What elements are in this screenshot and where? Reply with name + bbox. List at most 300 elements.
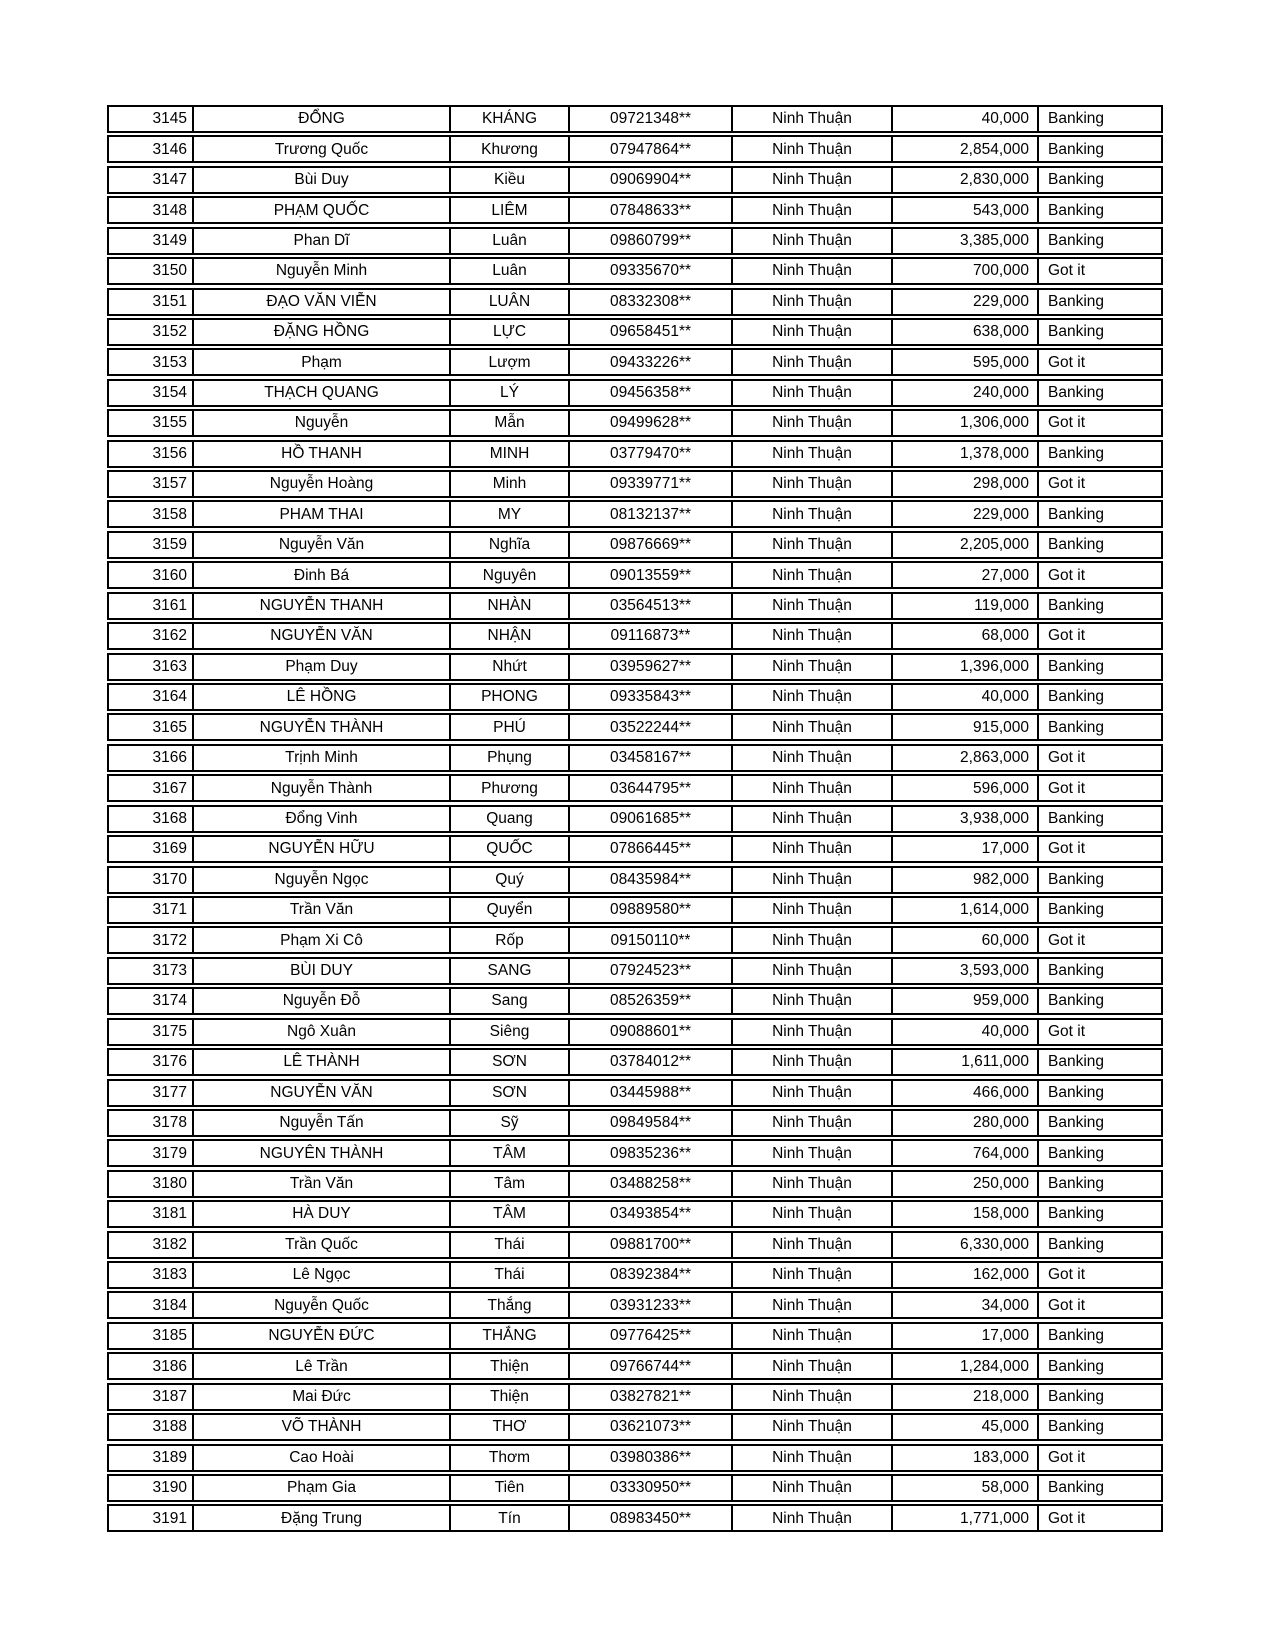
cell-last-name: Nghĩa	[451, 533, 570, 557]
cell-status: Banking	[1048, 962, 1105, 980]
cell-province: Ninh Thuận	[733, 1111, 893, 1135]
cell-last-name: Quý	[451, 868, 570, 892]
cell-phone: 09889580**	[570, 898, 733, 922]
cell-province: Ninh Thuận	[733, 502, 893, 526]
cell-first-name: Nguyễn Tấn	[194, 1111, 451, 1135]
cell-last-name: LIÊM	[451, 198, 570, 222]
table-row	[107, 470, 1163, 498]
cell-amount: 1,614,000	[893, 898, 1039, 922]
cell-amount: 45,000	[893, 1415, 1039, 1439]
cell-id: 3156	[109, 442, 194, 466]
cell-first-name: Lê Ngọc	[194, 1263, 451, 1287]
cell-status: Banking	[1048, 1114, 1105, 1132]
cell-status: Banking	[1048, 1083, 1105, 1101]
cell-amount: 638,000	[893, 320, 1039, 344]
cell-province: Ninh Thuận	[733, 868, 893, 892]
cell-province: Ninh Thuận	[733, 320, 893, 344]
cell-last-name: Thắng	[451, 1293, 570, 1317]
cell-id: 3181	[109, 1202, 194, 1226]
cell-last-name: Luân	[451, 259, 570, 283]
cell-status: Banking	[1048, 110, 1105, 128]
cell-last-name: Sang	[451, 989, 570, 1013]
cell-id: 3187	[109, 1385, 194, 1409]
cell-last-name: LÝ	[451, 381, 570, 405]
cell-province: Ninh Thuận	[733, 715, 893, 739]
cell-phone: 09433226**	[570, 350, 733, 374]
cell-last-name: SƠN	[451, 1081, 570, 1105]
cell-id: 3146	[109, 137, 194, 161]
cell-province: Ninh Thuận	[733, 472, 893, 496]
cell-province: Ninh Thuận	[733, 533, 893, 557]
table-row	[107, 500, 1163, 528]
cell-province: Ninh Thuận	[733, 655, 893, 679]
cell-id: 3149	[109, 229, 194, 253]
cell-first-name: Phạm Xi Cô	[194, 928, 451, 952]
cell-amount: 183,000	[893, 1446, 1039, 1470]
cell-last-name: LUÂN	[451, 290, 570, 314]
cell-phone: 08526359**	[570, 989, 733, 1013]
cell-amount: 543,000	[893, 198, 1039, 222]
cell-phone: 09150110**	[570, 928, 733, 952]
table-row	[107, 1322, 1163, 1350]
cell-phone: 07947864**	[570, 137, 733, 161]
cell-amount: 595,000	[893, 350, 1039, 374]
table-row	[107, 1474, 1163, 1502]
cell-phone: 09658451**	[570, 320, 733, 344]
cell-last-name: NHÀN	[451, 594, 570, 618]
cell-province: Ninh Thuận	[733, 1172, 893, 1196]
table-row	[107, 531, 1163, 559]
cell-province: Ninh Thuận	[733, 594, 893, 618]
cell-amount: 1,306,000	[893, 411, 1039, 435]
cell-last-name: Phụng	[451, 746, 570, 770]
cell-status: Got it	[1048, 749, 1086, 767]
cell-last-name: THẮNG	[451, 1324, 570, 1348]
cell-phone: 09013559**	[570, 563, 733, 587]
cell-amount: 3,938,000	[893, 807, 1039, 831]
cell-phone: 09069904**	[570, 168, 733, 192]
cell-province: Ninh Thuận	[733, 685, 893, 709]
cell-first-name: Nguyễn Văn	[194, 533, 451, 557]
cell-id: 3190	[109, 1476, 194, 1500]
cell-last-name: Rốp	[451, 928, 570, 952]
cell-first-name: HỒ THANH	[194, 442, 451, 466]
cell-id: 3177	[109, 1081, 194, 1105]
cell-province: Ninh Thuận	[733, 442, 893, 466]
table-row	[107, 1048, 1163, 1076]
cell-id: 3150	[109, 259, 194, 283]
cell-amount: 158,000	[893, 1202, 1039, 1226]
table-row	[107, 561, 1163, 589]
cell-id: 3172	[109, 928, 194, 952]
table-row	[107, 744, 1163, 772]
cell-id: 3151	[109, 290, 194, 314]
cell-status: Banking	[1048, 1357, 1105, 1375]
cell-province: Ninh Thuận	[733, 168, 893, 192]
cell-amount: 982,000	[893, 868, 1039, 892]
cell-amount: 119,000	[893, 594, 1039, 618]
table-row	[107, 1291, 1163, 1319]
cell-status: Banking	[1048, 536, 1105, 554]
cell-phone: 03784012**	[570, 1050, 733, 1074]
cell-status: Banking	[1048, 323, 1105, 341]
cell-amount: 17,000	[893, 837, 1039, 861]
cell-status: Banking	[1048, 292, 1105, 310]
cell-status: Got it	[1048, 1022, 1086, 1040]
cell-status: Got it	[1048, 1296, 1086, 1314]
cell-province: Ninh Thuận	[733, 776, 893, 800]
cell-first-name: Trần Quốc	[194, 1233, 451, 1257]
cell-amount: 280,000	[893, 1111, 1039, 1135]
cell-province: Ninh Thuận	[733, 290, 893, 314]
cell-amount: 2,854,000	[893, 137, 1039, 161]
cell-first-name: THẠCH QUANG	[194, 381, 451, 405]
cell-first-name: Nguyễn Quốc	[194, 1293, 451, 1317]
cell-first-name: Mai Đức	[194, 1385, 451, 1409]
cell-amount: 1,611,000	[893, 1050, 1039, 1074]
cell-status: Got it	[1048, 840, 1086, 858]
cell-first-name: NGUYÊN THÀNH	[194, 1141, 451, 1165]
cell-phone: 08132137**	[570, 502, 733, 526]
table-row	[107, 409, 1163, 437]
cell-amount: 40,000	[893, 107, 1039, 131]
cell-id: 3186	[109, 1354, 194, 1378]
cell-first-name: Đổng Vinh	[194, 807, 451, 831]
cell-province: Ninh Thuận	[733, 1050, 893, 1074]
cell-province: Ninh Thuận	[733, 107, 893, 131]
cell-last-name: THƠ	[451, 1415, 570, 1439]
cell-phone: 09876669**	[570, 533, 733, 557]
cell-last-name: LỰC	[451, 320, 570, 344]
cell-id: 3159	[109, 533, 194, 557]
table-row	[107, 774, 1163, 802]
cell-phone: 03445988**	[570, 1081, 733, 1105]
cell-status: Banking	[1048, 1205, 1105, 1223]
cell-first-name: Nguyễn Thành	[194, 776, 451, 800]
cell-status: Banking	[1048, 870, 1105, 888]
cell-first-name: Phan Dĩ	[194, 229, 451, 253]
table-row	[107, 318, 1163, 346]
cell-id: 3158	[109, 502, 194, 526]
cell-last-name: Kiều	[451, 168, 570, 192]
cell-id: 3148	[109, 198, 194, 222]
cell-last-name: Phương	[451, 776, 570, 800]
records-table	[107, 105, 1163, 1535]
cell-phone: 09849584**	[570, 1111, 733, 1135]
cell-phone: 07848633**	[570, 198, 733, 222]
cell-first-name: Cao Hoài	[194, 1446, 451, 1470]
cell-amount: 1,771,000	[893, 1506, 1039, 1530]
table-row	[107, 1231, 1163, 1259]
cell-province: Ninh Thuận	[733, 1020, 893, 1044]
cell-last-name: Nhứt	[451, 655, 570, 679]
cell-amount: 250,000	[893, 1172, 1039, 1196]
cell-first-name: NGUYỄN ĐỨC	[194, 1324, 451, 1348]
cell-status: Banking	[1048, 1235, 1105, 1253]
table-row	[107, 896, 1163, 924]
cell-amount: 240,000	[893, 381, 1039, 405]
cell-phone: 03522244**	[570, 715, 733, 739]
cell-last-name: KHÁNG	[451, 107, 570, 131]
cell-status: Banking	[1048, 992, 1105, 1010]
cell-phone: 03330950**	[570, 1476, 733, 1500]
cell-id: 3168	[109, 807, 194, 831]
cell-last-name: SƠN	[451, 1050, 570, 1074]
cell-last-name: Thái	[451, 1233, 570, 1257]
cell-id: 3188	[109, 1415, 194, 1439]
cell-amount: 915,000	[893, 715, 1039, 739]
cell-last-name: Quang	[451, 807, 570, 831]
cell-amount: 229,000	[893, 290, 1039, 314]
cell-phone: 09860799**	[570, 229, 733, 253]
cell-first-name: BÙI DUY	[194, 959, 451, 983]
cell-province: Ninh Thuận	[733, 1202, 893, 1226]
cell-amount: 60,000	[893, 928, 1039, 952]
cell-amount: 466,000	[893, 1081, 1039, 1105]
cell-last-name: Mẫn	[451, 411, 570, 435]
cell-status: Banking	[1048, 597, 1105, 614]
cell-last-name: MY	[451, 502, 570, 526]
table-row	[107, 1018, 1163, 1046]
table-row	[107, 987, 1163, 1015]
cell-status: Got it	[1048, 779, 1086, 797]
cell-amount: 764,000	[893, 1141, 1039, 1165]
cell-id: 3182	[109, 1233, 194, 1257]
table-row	[107, 957, 1163, 985]
table-row	[107, 1383, 1163, 1411]
cell-amount: 68,000	[893, 624, 1039, 648]
table-row	[107, 105, 1163, 133]
cell-amount: 1,284,000	[893, 1354, 1039, 1378]
cell-status: Banking	[1048, 1327, 1105, 1345]
cell-province: Ninh Thuận	[733, 1385, 893, 1409]
cell-amount: 3,385,000	[893, 229, 1039, 253]
cell-phone: 08392384**	[570, 1263, 733, 1287]
cell-province: Ninh Thuận	[733, 381, 893, 405]
cell-last-name: SANG	[451, 959, 570, 983]
cell-phone: 09335843**	[570, 685, 733, 709]
cell-first-name: PHẠM QUỐC	[194, 198, 451, 222]
cell-first-name: LÊ HỒNG	[194, 685, 451, 709]
cell-phone: 09061685**	[570, 807, 733, 831]
table-row	[107, 805, 1163, 833]
cell-id: 3176	[109, 1050, 194, 1074]
cell-amount: 1,378,000	[893, 442, 1039, 466]
cell-id: 3174	[109, 989, 194, 1013]
cell-last-name: QUỐC	[451, 837, 570, 861]
cell-province: Ninh Thuận	[733, 746, 893, 770]
cell-id: 3147	[109, 168, 194, 192]
cell-last-name: PHONG	[451, 685, 570, 709]
cell-phone: 08983450**	[570, 1506, 733, 1530]
cell-status: Got it	[1048, 262, 1086, 280]
cell-id: 3183	[109, 1263, 194, 1287]
cell-phone: 03980386**	[570, 1446, 733, 1470]
cell-id: 3180	[109, 1172, 194, 1196]
table-row	[107, 379, 1163, 407]
cell-status: Banking	[1048, 444, 1105, 462]
cell-status: Got it	[1048, 931, 1086, 949]
table-row	[107, 166, 1163, 194]
cell-phone: 09721348**	[570, 107, 733, 131]
cell-phone: 09776425**	[570, 1324, 733, 1348]
table-row	[107, 1413, 1163, 1441]
cell-last-name: TÂM	[451, 1202, 570, 1226]
cell-id: 3179	[109, 1141, 194, 1165]
cell-phone: 09835236**	[570, 1141, 733, 1165]
cell-status: Banking	[1048, 201, 1105, 219]
cell-province: Ninh Thuận	[733, 1446, 893, 1470]
cell-last-name: Thiện	[451, 1354, 570, 1378]
cell-last-name: NHẬN	[451, 624, 570, 648]
cell-status: Banking	[1048, 171, 1105, 189]
cell-province: Ninh Thuận	[733, 624, 893, 648]
cell-id: 3165	[109, 715, 194, 739]
cell-province: Ninh Thuận	[733, 137, 893, 161]
cell-amount: 298,000	[893, 472, 1039, 496]
cell-status: Banking	[1048, 140, 1105, 158]
cell-province: Ninh Thuận	[733, 1324, 893, 1348]
cell-status: Banking	[1048, 384, 1105, 402]
cell-status: Banking	[1048, 1144, 1105, 1162]
cell-id: 3171	[109, 898, 194, 922]
cell-first-name: NGUYỄN HỮU	[194, 837, 451, 861]
cell-phone: 09339771**	[570, 472, 733, 496]
cell-id: 3154	[109, 381, 194, 405]
cell-id: 3191	[109, 1506, 194, 1530]
cell-phone: 03488258**	[570, 1172, 733, 1196]
cell-phone: 03959627**	[570, 655, 733, 679]
cell-first-name: Trịnh Minh	[194, 746, 451, 770]
cell-status: Got it	[1048, 1266, 1086, 1284]
cell-id: 3152	[109, 320, 194, 344]
cell-status: Banking	[1048, 231, 1105, 249]
cell-first-name: Nguyễn Hoàng	[194, 472, 451, 496]
cell-status: Banking	[1048, 1479, 1105, 1497]
cell-amount: 58,000	[893, 1476, 1039, 1500]
table-row	[107, 683, 1163, 711]
cell-province: Ninh Thuận	[733, 928, 893, 952]
cell-first-name: NGUYỄN VĂN	[194, 1081, 451, 1105]
cell-amount: 959,000	[893, 989, 1039, 1013]
cell-phone: 07924523**	[570, 959, 733, 983]
cell-first-name: Ngô Xuân	[194, 1020, 451, 1044]
cell-id: 3160	[109, 563, 194, 587]
cell-id: 3169	[109, 837, 194, 861]
cell-amount: 218,000	[893, 1385, 1039, 1409]
cell-status: Got it	[1048, 353, 1086, 371]
cell-first-name: ĐỔNG	[194, 107, 451, 131]
table-row	[107, 1170, 1163, 1198]
cell-last-name: Nguyên	[451, 563, 570, 587]
cell-id: 3157	[109, 472, 194, 496]
cell-status: Got it	[1048, 1509, 1086, 1527]
cell-last-name: Thiện	[451, 1385, 570, 1409]
table-row	[107, 1504, 1163, 1532]
cell-phone: 03564513**	[570, 594, 733, 618]
cell-phone: 09499628**	[570, 411, 733, 435]
cell-id: 3173	[109, 959, 194, 983]
cell-amount: 229,000	[893, 502, 1039, 526]
cell-last-name: Sỹ	[451, 1111, 570, 1135]
cell-phone: 03779470**	[570, 442, 733, 466]
cell-province: Ninh Thuận	[733, 1506, 893, 1530]
table-row	[107, 1139, 1163, 1167]
cell-province: Ninh Thuận	[733, 807, 893, 831]
cell-status: Banking	[1048, 657, 1105, 675]
table-row	[107, 1109, 1163, 1137]
cell-id: 3185	[109, 1324, 194, 1348]
cell-amount: 596,000	[893, 776, 1039, 800]
cell-status: Got it	[1048, 414, 1086, 432]
cell-amount: 1,396,000	[893, 655, 1039, 679]
cell-province: Ninh Thuận	[733, 411, 893, 435]
cell-status: Banking	[1048, 809, 1105, 827]
table-row	[107, 622, 1163, 650]
cell-last-name: Tâm	[451, 1172, 570, 1196]
table-row	[107, 835, 1163, 863]
cell-id: 3175	[109, 1020, 194, 1044]
cell-amount: 6,330,000	[893, 1233, 1039, 1257]
cell-phone: 09116873**	[570, 624, 733, 648]
table-row	[107, 257, 1163, 285]
table-row	[107, 1200, 1163, 1228]
cell-status: Banking	[1048, 718, 1105, 736]
cell-id: 3178	[109, 1111, 194, 1135]
cell-amount: 162,000	[893, 1263, 1039, 1287]
cell-province: Ninh Thuận	[733, 837, 893, 861]
cell-province: Ninh Thuận	[733, 350, 893, 374]
cell-amount: 3,593,000	[893, 959, 1039, 983]
cell-last-name: Luân	[451, 229, 570, 253]
cell-first-name: LÊ THÀNH	[194, 1050, 451, 1074]
cell-id: 3162	[109, 624, 194, 648]
cell-id: 3166	[109, 746, 194, 770]
cell-phone: 09335670**	[570, 259, 733, 283]
cell-last-name: TÂM	[451, 1141, 570, 1165]
cell-first-name: Phạm	[194, 350, 451, 374]
cell-province: Ninh Thuận	[733, 1476, 893, 1500]
cell-amount: 40,000	[893, 1020, 1039, 1044]
cell-id: 3167	[109, 776, 194, 800]
cell-phone: 07866445**	[570, 837, 733, 861]
cell-last-name: MINH	[451, 442, 570, 466]
cell-amount: 17,000	[893, 1324, 1039, 1348]
cell-id: 3153	[109, 350, 194, 374]
cell-first-name: Bùi Duy	[194, 168, 451, 192]
cell-first-name: Trương Quốc	[194, 137, 451, 161]
cell-phone: 09881700**	[570, 1233, 733, 1257]
cell-status: Got it	[1048, 475, 1086, 493]
cell-amount: 40,000	[893, 685, 1039, 709]
cell-province: Ninh Thuận	[733, 1263, 893, 1287]
table-row	[107, 926, 1163, 954]
cell-first-name: VÕ THÀNH	[194, 1415, 451, 1439]
cell-first-name: Đinh Bá	[194, 563, 451, 587]
cell-province: Ninh Thuận	[733, 1293, 893, 1317]
table-row	[107, 1444, 1163, 1472]
cell-id: 3161	[109, 594, 194, 618]
cell-province: Ninh Thuận	[733, 898, 893, 922]
cell-first-name: Trần Văn	[194, 898, 451, 922]
cell-phone: 03644795**	[570, 776, 733, 800]
cell-phone: 09766744**	[570, 1354, 733, 1378]
cell-id: 3163	[109, 655, 194, 679]
table-row	[107, 653, 1163, 681]
table-row	[107, 227, 1163, 255]
cell-last-name: Minh	[451, 472, 570, 496]
cell-id: 3189	[109, 1446, 194, 1470]
